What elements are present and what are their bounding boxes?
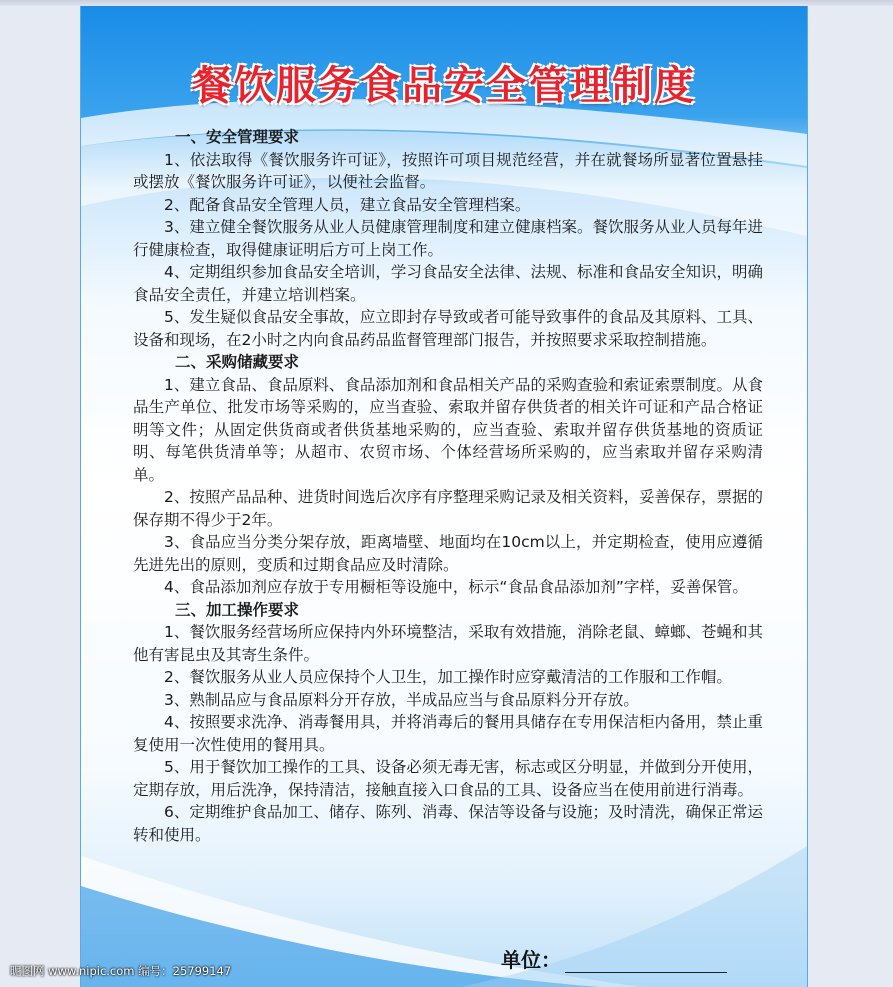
unit-blank-line — [565, 950, 727, 973]
rule-item: 1、依法取得《餐饮服务许可证》，按照许可项目规范经营，并在就餐场所显著位置悬挂或摆放《餐饮服务许可证》，以便社会监督。 — [133, 150, 763, 191]
unit-label: 单位： — [501, 948, 561, 972]
rule-item: 2、餐饮服务从业人员应保持个人卫生，加工操作时应穿戴清洁的工作服和工作帽。 — [164, 668, 732, 686]
rule-item: 6、定期维护食品加工、储存、陈列、消毒、保洁等设备与设施；及时清洗，确保正常运转和使用。 — [133, 803, 763, 844]
section-heading: 一、安全管理要求 — [175, 128, 300, 146]
rules-content — [133, 126, 763, 846]
rule-item: 1、餐饮服务经营场所应保持内外环境整洁，采取有效措施，消除老鼠、蟑螂、苍蝇和其他有害昆虫及其寄生条件。 — [133, 623, 763, 664]
rule-item: 5、用于餐饮加工操作的工具、设备必须无毒无害，标志或区分明显，并做到分开使用，定期存放，用后洗净，保持清洁，接触直接入口食品的工具、设备应当在使用前进行消毒。 — [133, 758, 763, 799]
poster — [80, 6, 808, 987]
section-heading: 二、采购储藏要求 — [175, 353, 300, 371]
watermark-text: 昵图网 www.nipic.com 编号：25799147 — [10, 964, 232, 978]
poster-title: 餐饮服务食品安全管理制度 — [192, 63, 696, 109]
rule-item: 4、食品添加剂应存放于专用橱柜等设施中，标示“食品食品添加剂”字样，妥善保管。 — [164, 578, 748, 596]
rule-item: 3、建立健全餐饮服务从业人员健康管理制度和建立健康档案。餐饮服务从业人员每年进行健康检查，取得健康证明后方可上岗工作。 — [133, 218, 763, 259]
unit-signature — [501, 944, 727, 973]
rule-item: 3、食品应当分类分架存放，距离墙壁、地面均在10cm以上，并定期检查，使用应遵循先进先出的原则，变质和过期食品应及时清除。 — [133, 533, 763, 574]
rule-item: 5、发生疑似食品安全事故，应立即封存导致或者可能导致事件的食品及其原料、工具、设备和现场，在2小时之内向食品药品监督管理部门报告，并按照要求采取控制措施。 — [133, 308, 763, 349]
rule-item: 2、按照产品品种、进货时间选后次序有序整理采购记录及相关资料，妥善保存，票据的保存期不得少于2年。 — [133, 488, 763, 529]
rule-item: 2、配备食品安全管理人员，建立食品安全管理档案。 — [164, 195, 531, 214]
rule-item: 4、定期组织参加食品安全培训，学习食品安全法律、法规、标准和食品安全知识，明确食品安全责任，并建立培训档案。 — [133, 263, 763, 304]
rule-item: 3、熟制品应与食品原料分开存放，半成品应当与食品原料分开存放。 — [164, 690, 639, 709]
section-heading: 三、加工操作要求 — [175, 600, 300, 619]
rule-item: 1、建立食品、食品原料、食品添加剂和食品相关产品的采购查验和索证索票制度。从食品生产单位、批发市场等采购的，应当查验、索取并留存供货者的相关许可证和产品合格证明等文件；从固定供货商或者供货基地采购的，应当查验、索取并留存供货基地的资质证明、每笔供货清单等；从超市、农贸市场、个体经营场所采购的，应当索取并留存采购清单。 — [133, 375, 763, 484]
rule-item: 4、按照要求洗净、消毒餐用具，并将消毒后的餐用具储存在专用保洁柜内备用，禁止重复使用一次性使用的餐用具。 — [133, 713, 763, 754]
